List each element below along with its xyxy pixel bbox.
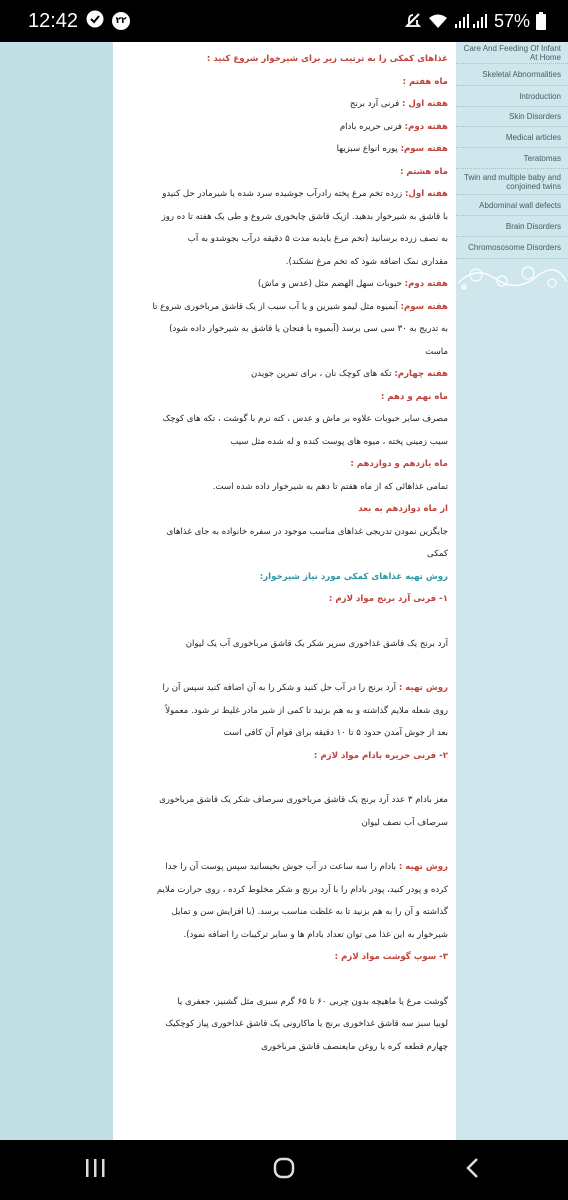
body-line: لوبیا سبز سه قاشق غذاخوری برنج یا ماکارونی یک قاشق غذاخوری پیاز کوچکیک	[165, 1019, 448, 1029]
status-bar	[0, 0, 568, 42]
paragraph-gap	[121, 969, 448, 991]
body-line: مقداری نمک اضافه شود که تخم مرغ نشکند).	[285, 256, 448, 267]
floral-ornament	[456, 261, 568, 297]
home-button[interactable]	[254, 1150, 314, 1190]
recent-apps-button[interactable]	[65, 1150, 125, 1190]
labeled-line	[121, 93, 448, 116]
body-line: سیب زمینی پخته ، میوه های پوست کنده و له شده مثل سیب	[230, 436, 448, 447]
sidebar-item-abdominal-wall[interactable]: Abdominal wall defects	[456, 195, 568, 216]
body-line: کرده و پودر کنید، پودر بادام را با آرد برنج و شکر مخلوط کرده ، روی حرارت ملایم	[156, 884, 448, 895]
body-line: شیرخوار به این غذا می توان تعداد بادام ها و سایر ترکیبات را اضافه نمود).	[183, 929, 448, 940]
body-line: آرد برنج یک قاشق غذاخوری سرپر شکر یک قاشق مرباخوری آب یک لیوان	[185, 638, 448, 649]
status-left	[28, 10, 130, 33]
section-title: روش تهیه غذاهای کمکی مورد نیاز شیرخوار:	[259, 571, 448, 582]
line-label: هفته چهارم:	[394, 369, 448, 379]
body-line: تمامی غذاهائی که از ماه هفتم تا دهم به شیرخوار داده شده است.	[212, 481, 448, 492]
section-heading: ۱- فرنی آرد برنج مواد لازم :	[328, 594, 448, 604]
status-right	[404, 11, 546, 32]
mute-icon	[404, 12, 422, 30]
left-gutter	[0, 42, 113, 1140]
sidebar-item-skeletal-abnormalities[interactable]: Skeletal Abnormalities	[456, 64, 568, 86]
line-label: هفته اول:	[404, 189, 448, 199]
body-line: سرصاف آب نصف لیوان	[361, 817, 448, 828]
line-text: حبوبات سهل الهضم مثل (عدس و ماش)	[257, 279, 405, 289]
article-body	[113, 42, 456, 1140]
android-nav-bar	[0, 1140, 568, 1200]
labeled-line	[121, 677, 448, 700]
notification-badge-icon: ۲۲	[112, 12, 130, 30]
wifi-icon	[428, 13, 448, 29]
paragraph-gap	[121, 767, 448, 789]
body-line: به تدریج به ۳۰ سی سی برسد (آبمیوه با فنجان یا قاشق به شیرخوار داده شود)	[169, 324, 448, 334]
sidebar-item-twins[interactable]: Twin and multiple baby and conjoined twins	[456, 169, 568, 195]
body-line: گوشت مرغ یا ماهیچه بدون چربی ۶۰ تا ۶۵ گرم سبزی مثل گشنیز، جعفری یا	[177, 996, 448, 1007]
recent-apps-icon	[84, 1158, 106, 1182]
body-line: مغز بادام ۳ عدد آرد برنج یک قاشق مرباخوری سرصاف شکر یک قاشق مرباخوری	[159, 795, 448, 805]
sidebar-item-medical-articles[interactable]: Medical articles	[456, 127, 568, 148]
check-shield-icon	[86, 10, 104, 32]
line-label: هفته سوم:	[400, 144, 448, 154]
paragraph-gap	[121, 834, 448, 856]
sidebar-item-care-and-feeding[interactable]: Care And Feeding Of Infant At Home	[456, 42, 568, 64]
section-heading: ماه نهم و دهم :	[380, 391, 448, 402]
line-text: زرده تخم مرغ پخته رادرآب جوشیده سرد شده یا شیرمادر حل کنیدو	[162, 189, 405, 199]
body-line: با قاشق به شیرخوار بدهید. ازیک قاشق چایخوری شروع و طی یک هفته تا ده روز	[161, 211, 448, 222]
battery-percent: 57%	[493, 10, 530, 31]
body-line: گذاشته و آن را به هم بزنید تا به غلظت مناسب برسد. (با افزایش سن و تمایل	[171, 907, 448, 917]
body-line: چهارم قطعه کره یا روغن مایعنصف قاشق مرباخوری	[261, 1041, 448, 1052]
line-text: آرد برنج را در آب حل کنید و شکر را به آن اضافه کنید سپس آن را	[162, 683, 399, 693]
sidebar-item-introduction[interactable]: Introduction	[456, 86, 568, 107]
line-label: هفته دوم:	[404, 121, 448, 132]
paragraph-gap	[121, 655, 448, 677]
sidebar-menu	[456, 42, 568, 1140]
sidebar-item-brain-disorders[interactable]: Brain Disorders	[456, 216, 568, 237]
section-heading: ۳- سوپ گوشت مواد لازم :	[334, 952, 448, 962]
line-text: فرنی آرد برنج	[349, 99, 402, 109]
paragraph-gap	[121, 611, 448, 633]
body-line: مصرف سایر حبوبات علاوه بر ماش و عدس ، کته نرم با گوشت ، تکه های کوچک	[162, 414, 448, 424]
labeled-line	[121, 363, 448, 386]
back-button[interactable]	[443, 1150, 503, 1190]
body-line: به نصف زرده برسانید (تخم مرغ بایدبه مدت ۵ دقیقه درآب بجوشدو به آب	[187, 234, 448, 244]
status-time: 12:42	[28, 9, 79, 32]
line-text: آبمیوه مثل لیمو شیرین و یا آب سیب از یک قاشق مرباخوری شروع تا	[152, 301, 401, 312]
labeled-line	[121, 273, 448, 296]
labeled-line	[121, 116, 448, 139]
line-label: روش تهیه :	[398, 862, 448, 872]
section-heading: ماه هفتم :	[402, 76, 448, 87]
section-heading: ۲- فرنی حریره بادام مواد لازم :	[313, 750, 448, 761]
body-line: ماست	[425, 346, 448, 357]
battery-icon	[536, 12, 546, 30]
sidebar-item-skin-disorders[interactable]: Skin Disorders	[456, 107, 568, 127]
labeled-line	[121, 138, 448, 161]
labeled-line	[121, 296, 448, 319]
line-label: هفته سوم:	[400, 301, 448, 312]
line-label: روش تهیه :	[398, 683, 448, 693]
labeled-line	[121, 856, 448, 879]
line-text: پوره انواع سبزیها	[336, 144, 401, 154]
body-line: بعد از جوش آمدن حدود ۵ تا ۱۰ دقیقه برای قوام آن کافی است	[223, 728, 448, 738]
section-heading: غذاهای کمکی را به ترتیب زیر برای شیرخوار شروع کنید :	[206, 54, 448, 64]
section-heading: ماه هشتم :	[400, 166, 448, 177]
sidebar-item-chromosome-disorders[interactable]: Chromososome Disorders	[456, 237, 568, 259]
section-heading: از ماه دوازدهم به بعد	[358, 504, 448, 514]
sidebar-item-teratomas[interactable]: Teratomas	[456, 148, 568, 169]
line-label: هفته اول :	[401, 99, 448, 109]
labeled-line	[121, 183, 448, 206]
body-line: روی شعله ملایم گذاشته و به هم بزنید تا کمی از شیر مادر غلیظ تر شود. معمولاً	[165, 705, 448, 716]
section-heading: ماه یازدهم و دوازدهم :	[350, 459, 448, 469]
home-icon	[273, 1157, 295, 1183]
line-label: هفته دوم:	[404, 279, 448, 289]
signal-icon	[454, 13, 488, 29]
back-chevron-icon	[465, 1157, 481, 1183]
line-text: تکه های کوچک نان ، برای تمرین جویدن	[251, 369, 395, 379]
line-text: بادام را سه ساعت در آب جوش بخیسانید سپس پوست آن را جدا	[165, 862, 399, 872]
body-line: جایگزین نمودن تدریجی غذاهای مناسب موجود در سفره خانواده به جای غذاهای	[166, 526, 448, 537]
web-page	[0, 42, 568, 1140]
line-text: فرنی حریره بادام	[339, 121, 405, 132]
body-line: کمکی	[427, 549, 448, 559]
